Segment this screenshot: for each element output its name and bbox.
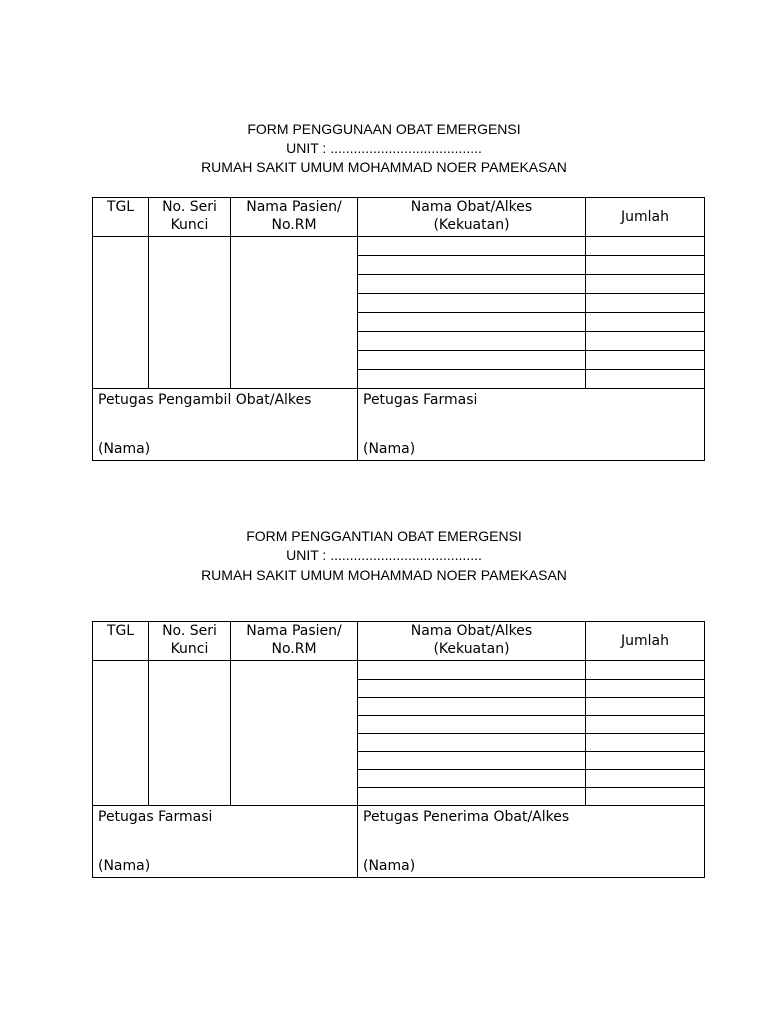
sign-left-label: Petugas Pengambil Obat/Alkes	[98, 392, 312, 408]
sign-left-label: Petugas Farmasi	[98, 809, 213, 825]
col-no-seri-header: No. Seri Kunci	[149, 622, 231, 661]
jumlah-cell[interactable]	[586, 313, 705, 332]
obat-cell[interactable]	[358, 294, 586, 313]
obat-cell[interactable]	[358, 313, 586, 332]
sign-right-label: Petugas Penerima Obat/Alkes	[363, 809, 570, 825]
col-nama-obat-header: Nama Obat/Alkes (Kekuatan)	[358, 622, 586, 661]
form1-unit: UNIT : .......................................	[286, 140, 482, 156]
obat-cell[interactable]	[358, 788, 586, 806]
col-no-seri-header: No. Seri Kunci	[149, 198, 231, 237]
jumlah-cell[interactable]	[586, 770, 705, 788]
jumlah-cell[interactable]	[586, 237, 705, 256]
sign-left-name: (Nama)	[98, 858, 151, 874]
obat-cell[interactable]	[358, 770, 586, 788]
sign-right-box[interactable]	[358, 389, 705, 461]
jumlah-cell[interactable]	[586, 734, 705, 752]
obat-cell[interactable]	[358, 275, 586, 294]
sign-right-name: (Nama)	[363, 858, 416, 874]
sign-left-box[interactable]	[93, 806, 358, 878]
form2-hospital: RUMAH SAKIT UMUM MOHAMMAD NOER PAMEKASAN	[201, 567, 567, 583]
col-nama-pasien-header: Nama Pasien/ No.RM	[231, 622, 358, 661]
obat-cell[interactable]	[358, 698, 586, 716]
form2-unit: UNIT : .......................................	[286, 547, 482, 563]
jumlah-cell[interactable]	[586, 788, 705, 806]
jumlah-cell[interactable]	[586, 716, 705, 734]
jumlah-cell[interactable]	[586, 275, 705, 294]
sign-right-label: Petugas Farmasi	[363, 392, 478, 408]
sign-right-box[interactable]	[358, 806, 705, 878]
form1-title: FORM PENGGUNAAN OBAT EMERGENSI	[247, 121, 521, 137]
form1-table	[92, 197, 705, 461]
jumlah-cell[interactable]	[586, 661, 705, 680]
col-nama-obat-header: Nama Obat/Alkes (Kekuatan)	[358, 198, 586, 237]
form1-hospital: RUMAH SAKIT UMUM MOHAMMAD NOER PAMEKASAN	[201, 159, 567, 175]
jumlah-cell[interactable]	[586, 351, 705, 370]
obat-cell[interactable]	[358, 752, 586, 770]
no-seri-cell[interactable]	[149, 237, 231, 389]
nama-pasien-cell[interactable]	[231, 661, 358, 806]
form2-title: FORM PENGGANTIAN OBAT EMERGENSI	[246, 528, 522, 544]
jumlah-cell[interactable]	[586, 332, 705, 351]
obat-cell[interactable]	[358, 734, 586, 752]
obat-cell[interactable]	[358, 332, 586, 351]
jumlah-cell[interactable]	[586, 370, 705, 389]
obat-cell[interactable]	[358, 351, 586, 370]
obat-cell[interactable]	[358, 256, 586, 275]
col-jumlah-header: Jumlah	[586, 198, 705, 237]
obat-cell[interactable]	[358, 661, 586, 680]
obat-cell[interactable]	[358, 716, 586, 734]
jumlah-cell[interactable]	[586, 294, 705, 313]
jumlah-cell[interactable]	[586, 680, 705, 698]
col-tgl-header: TGL	[93, 622, 149, 661]
jumlah-cell[interactable]	[586, 698, 705, 716]
jumlah-cell[interactable]	[586, 752, 705, 770]
col-nama-pasien-header: Nama Pasien/ No.RM	[231, 198, 358, 237]
sign-right-name: (Nama)	[363, 441, 416, 457]
obat-cell[interactable]	[358, 370, 586, 389]
sign-left-box[interactable]	[93, 389, 358, 461]
tgl-cell[interactable]	[93, 661, 149, 806]
form2-table	[92, 621, 705, 878]
col-jumlah-header: Jumlah	[586, 622, 705, 661]
obat-cell[interactable]	[358, 680, 586, 698]
sign-left-name: (Nama)	[98, 441, 151, 457]
no-seri-cell[interactable]	[149, 661, 231, 806]
nama-pasien-cell[interactable]	[231, 237, 358, 389]
obat-cell[interactable]	[358, 237, 586, 256]
col-tgl-header: TGL	[93, 198, 149, 237]
tgl-cell[interactable]	[93, 237, 149, 389]
jumlah-cell[interactable]	[586, 256, 705, 275]
